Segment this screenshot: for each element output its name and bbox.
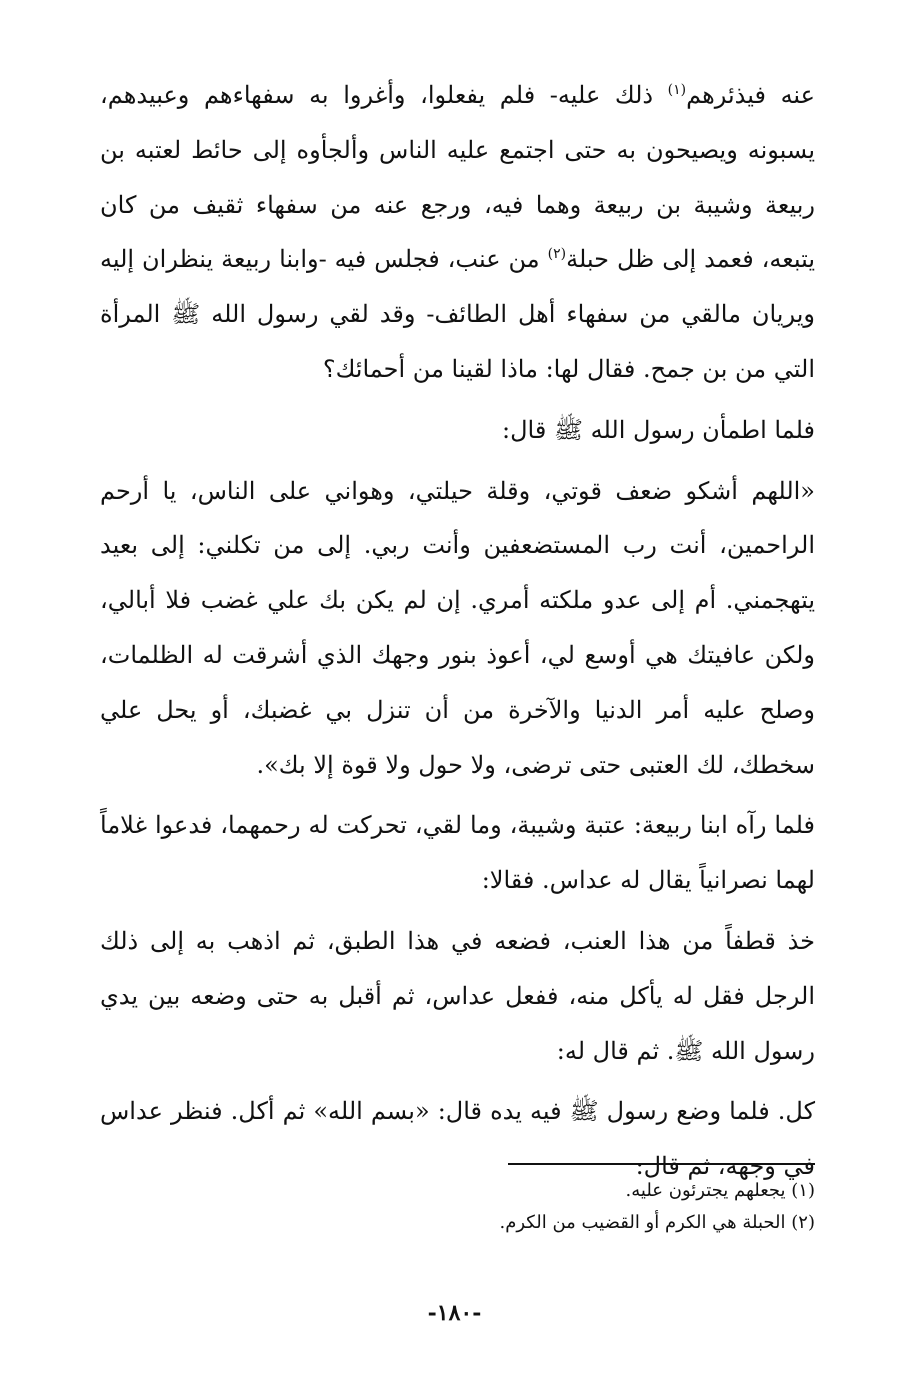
paragraph-4: فلما رآه ابنا ربيعة: عتبة وشيبة، وما لقي، تحركت له رحمهما، فدعوا غلاماً لهما نصرانياً يقال له عداس. فقالا: <box>100 811 815 895</box>
paragraph-1-part-c: من عنب، فجلس فيه -وابنا ربيعة ينظران إليه ويريان مالقي من سفهاء أهل الطائف- وقد لقي رسول الله ﷺ المرأة التي من بن جمح. فقال لها: ماذا لقينا من أحمائك؟ <box>100 245 815 383</box>
footnote-separator <box>508 1163 815 1165</box>
footnote-ref-1: (١) <box>667 82 687 98</box>
paragraph-3-prayer: «اللهم أشكو ضعف قوتي، وقلة حيلتي، وهواني على الناس، يا أرحم الراحمين، أنت رب المستضعفين وأنت ربي. إلى من تكلني: إلى بعيد يتهجمني. أم إلى عدو ملكته أمري. إن لم يكن بك علي غضب فلا أبالي، ولكن عافيتك هي أوسع لي، أعوذ بنور وجهك الذي أشرقت له الظلمات، وصلح عليه أمر الدنيا والآخرة من أن تنزل بي غضبك، أو يحل علي سخطك، لك العتبى حتى ترضى، ولا حول ولا قوة إلا بك». <box>100 476 815 779</box>
page-body <box>100 68 815 1194</box>
footnote-ref-2: (٢) <box>547 246 567 263</box>
footnote-2: (٢) الحبلة هي الكرم أو القضيب من الكرم. <box>499 1212 815 1233</box>
paragraph-1 <box>100 68 815 397</box>
paragraph-6: كل. فلما وضع رسول ﷺ فيه يده قال: «بسم الله» ثم أكل. فنظر عداس في وجهه، ثم قال: <box>100 1097 815 1181</box>
page-number: -١٨٠- <box>427 1300 482 1326</box>
paragraph-2: فلما اطمأن رسول الله ﷺ قال: <box>502 415 815 444</box>
footnotes <box>400 1175 815 1239</box>
paragraph-1-part-b: ذلك عليه- فلم يفعلوا، وأغروا به سفهاءهم وعبيدهم، يسبونه ويصيحون به حتى اجتمع عليه الناس وألجأوه إلى حائط لعتبه بن ربيعة وشيبة بن ربيعة وهما فيه، ورجع عنه من سفهاء ثقيف من كان يتبعه، فعمد إلى ظل حبلة <box>100 81 815 274</box>
paragraph-1-part-a: عنه فيذئرهم <box>686 81 815 109</box>
paragraph-5: خذ قطفاً من هذا العنب، فضعه في هذا الطبق، ثم اذهب به إلى ذلك الرجل فقل له يأكل منه، ففعل عداس، ثم أقبل به حتى وضعه بين يدي رسول الله ﷺ. ثم قال له: <box>100 926 815 1065</box>
footnote-1: (١) يجعلهم يجترئون عليه. <box>625 1180 815 1201</box>
